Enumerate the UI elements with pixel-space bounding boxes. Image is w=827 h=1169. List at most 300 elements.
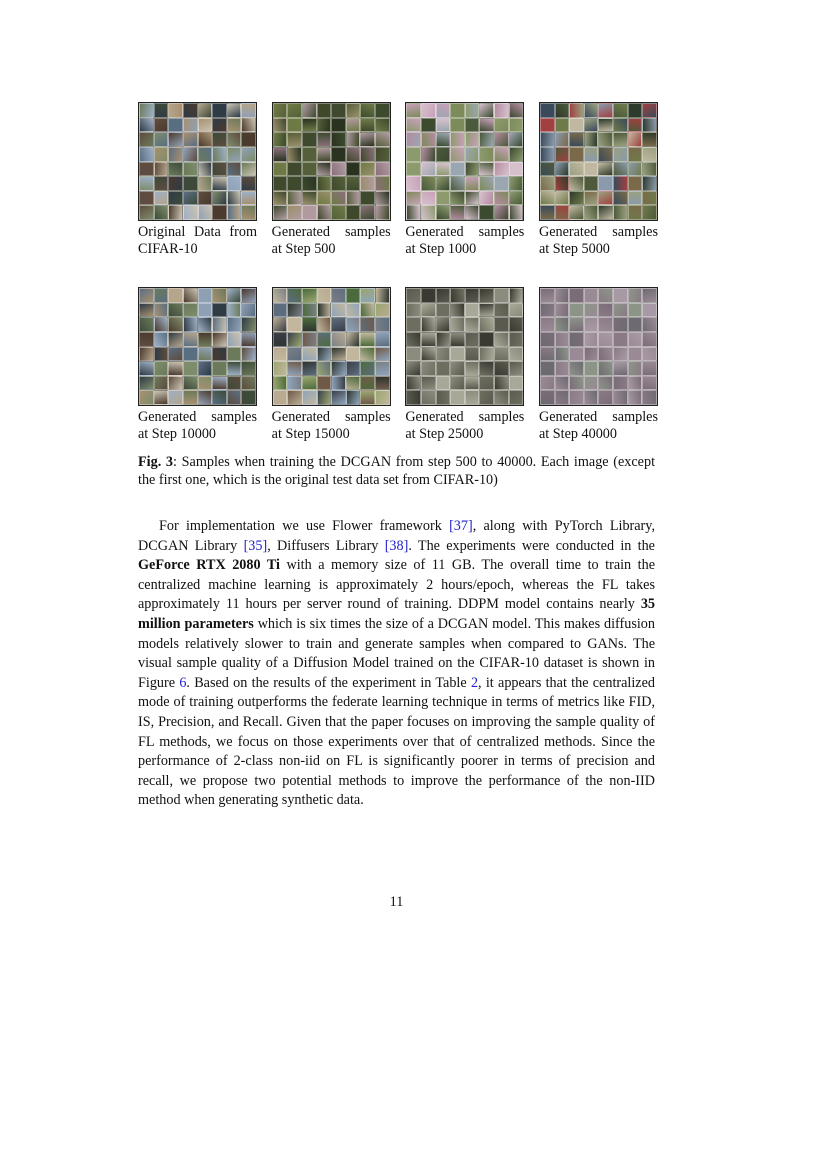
thumbnail-tile (139, 118, 154, 133)
thumbnail-tile (421, 176, 436, 191)
thumbnail-tile (584, 132, 599, 147)
thumbnail-tile (227, 147, 242, 162)
thumbnail-tile (183, 103, 198, 118)
thumbnail-tile (273, 162, 288, 177)
thumbnail-tile (198, 103, 213, 118)
thumbnail-tile (436, 332, 451, 347)
thumbnail-tile (331, 132, 346, 147)
thumbnail-tile (183, 176, 198, 191)
thumbnail-tile (212, 162, 227, 177)
thumbnail-tile (198, 347, 213, 362)
thumbnail-tile (198, 205, 213, 220)
thumbnail-tile (584, 118, 599, 133)
thumbnail-tile (540, 347, 555, 362)
thumbnail-tile (584, 347, 599, 362)
thumbnail-tile (212, 390, 227, 405)
figure-caption-text: : Samples when training the DCGAN from step 500 to 40000. Each image (except the first one, which is the original test data set from CIFAR-10) (138, 454, 656, 488)
thumbnail-tile (494, 317, 509, 332)
thumbnail-tile (139, 132, 154, 147)
thumbnail-tile (584, 147, 599, 162)
thumbnail-tile (613, 288, 628, 303)
thumbnail-tile (509, 361, 524, 376)
thumbnail-tile (479, 288, 494, 303)
thumbnail-tile (360, 390, 375, 405)
thumbnail-tile (346, 132, 361, 147)
thumbnail-tile (360, 303, 375, 318)
thumbnail-tile (598, 103, 613, 118)
thumbnail-tile (302, 205, 317, 220)
panel-caption-line2: CIFAR-10 (138, 241, 198, 257)
thumbnail-tile (360, 317, 375, 332)
thumbnail-tile (555, 191, 570, 206)
thumbnail-tile (241, 288, 256, 303)
thumbnail-tile (569, 288, 584, 303)
thumbnail-tile (154, 176, 169, 191)
thumbnail-tile (212, 176, 227, 191)
thumbnail-tile (584, 205, 599, 220)
thumbnail-tile (241, 376, 256, 391)
thumbnail-tile (198, 132, 213, 147)
thumbnail-tile (183, 132, 198, 147)
thumbnail-tile (168, 176, 183, 191)
thumbnail-tile (421, 347, 436, 362)
thumbnail-tile (555, 288, 570, 303)
thumbnail-tile (436, 103, 451, 118)
thumbnail-tile (584, 317, 599, 332)
thumbnail-tile (509, 288, 524, 303)
thumbnail-tile (450, 132, 465, 147)
thumbnail-tile (628, 376, 643, 391)
thumbnail-tile (613, 191, 628, 206)
thumbnail-tile (287, 118, 302, 133)
figure-panel (138, 102, 257, 258)
thumbnail-tile (168, 191, 183, 206)
thumbnail-tile (450, 390, 465, 405)
bold-text: GeForce RTX 2080 Ti (138, 557, 280, 574)
thumbnail-tile (346, 176, 361, 191)
thumbnail-tile (628, 205, 643, 220)
thumbnail-tile (227, 118, 242, 133)
thumbnail-tile (198, 147, 213, 162)
thumbnail-tile (198, 162, 213, 177)
thumbnail-tile (494, 103, 509, 118)
thumbnail-tile (436, 347, 451, 362)
thumbnail-tile (154, 390, 169, 405)
thumbnail-tile (628, 118, 643, 133)
thumbnail-tile (346, 361, 361, 376)
thumbnail-tile (227, 103, 242, 118)
thumbnail-tile (212, 147, 227, 162)
thumbnail-tile (183, 390, 198, 405)
thumbnail-tile (154, 347, 169, 362)
thumbnail-tile (406, 288, 421, 303)
thumbnail-tile (584, 303, 599, 318)
thumbnail-tile (540, 176, 555, 191)
thumbnail-tile (450, 288, 465, 303)
thumbnail-tile (555, 376, 570, 391)
thumbnail-tile (421, 332, 436, 347)
thumbnail-tile (555, 361, 570, 376)
thumbnail-tile (555, 205, 570, 220)
thumbnail-tile (273, 118, 288, 133)
thumbnail-tile (421, 118, 436, 133)
thumbnail-tile (375, 332, 390, 347)
thumbnail-tile (450, 376, 465, 391)
thumbnail-tile (317, 376, 332, 391)
thumbnail-tile (406, 147, 421, 162)
thumbnail-tile (642, 347, 657, 362)
citation-link[interactable]: [35] (243, 537, 268, 554)
thumbnail-tile (494, 205, 509, 220)
panel-caption-line1: Generated samples (138, 409, 257, 425)
thumbnail-tile (360, 147, 375, 162)
thumbnail-tile (375, 376, 390, 391)
thumbnail-tile (598, 162, 613, 177)
thumbnail-tile (273, 191, 288, 206)
thumbnail-tile (540, 191, 555, 206)
citation-link[interactable]: [37] (449, 518, 473, 534)
panel-caption (539, 409, 658, 443)
thumbnail-tile (183, 361, 198, 376)
thumbnail-tile (509, 390, 524, 405)
thumbnail-tile (154, 361, 169, 376)
thumbnail-tile (555, 176, 570, 191)
thumbnail-tile (628, 162, 643, 177)
sample-image-grid (405, 102, 524, 221)
thumbnail-tile (421, 361, 436, 376)
thumbnail-tile (139, 288, 154, 303)
thumbnail-tile (598, 347, 613, 362)
thumbnail-tile (198, 303, 213, 318)
thumbnail-tile (273, 288, 288, 303)
thumbnail-tile (183, 347, 198, 362)
thumbnail-tile (375, 132, 390, 147)
thumbnail-tile (375, 191, 390, 206)
thumbnail-tile (168, 347, 183, 362)
thumbnail-tile (569, 317, 584, 332)
thumbnail-tile (450, 118, 465, 133)
thumbnail-tile (569, 390, 584, 405)
thumbnail-tile (540, 361, 555, 376)
thumbnail-tile (494, 132, 509, 147)
thumbnail-tile (241, 132, 256, 147)
thumbnail-tile (154, 118, 169, 133)
thumbnail-tile (569, 205, 584, 220)
thumbnail-tile (273, 376, 288, 391)
thumbnail-tile (198, 317, 213, 332)
thumbnail-tile (375, 390, 390, 405)
thumbnail-tile (183, 317, 198, 332)
thumbnail-tile (302, 103, 317, 118)
thumbnail-tile (287, 132, 302, 147)
thumbnail-tile (628, 191, 643, 206)
thumbnail-tile (598, 132, 613, 147)
panel-caption-line1: Generated samples (405, 224, 525, 240)
thumbnail-tile (540, 376, 555, 391)
thumbnail-tile (494, 191, 509, 206)
thumbnail-tile (406, 376, 421, 391)
thumbnail-tile (642, 317, 657, 332)
thumbnail-tile (168, 303, 183, 318)
panel-caption (272, 409, 391, 443)
thumbnail-tile (494, 118, 509, 133)
figure-label: Fig. 3 (138, 454, 174, 470)
thumbnail-tile (360, 118, 375, 133)
thumbnail-tile (183, 191, 198, 206)
sample-image-grid (539, 287, 658, 406)
thumbnail-tile (273, 390, 288, 405)
thumbnail-tile (450, 205, 465, 220)
thumbnail-tile (569, 176, 584, 191)
thumbnail-tile (375, 288, 390, 303)
sample-image-grid (405, 287, 524, 406)
thumbnail-tile (317, 191, 332, 206)
thumbnail-tile (198, 118, 213, 133)
thumbnail-tile (360, 332, 375, 347)
thumbnail-tile (479, 303, 494, 318)
thumbnail-tile (168, 162, 183, 177)
thumbnail-tile (555, 147, 570, 162)
thumbnail-tile (613, 332, 628, 347)
thumbnail-tile (421, 132, 436, 147)
thumbnail-tile (494, 361, 509, 376)
thumbnail-tile (360, 361, 375, 376)
thumbnail-tile (183, 288, 198, 303)
thumbnail-tile (509, 103, 524, 118)
thumbnail-tile (465, 162, 480, 177)
thumbnail-tile (331, 162, 346, 177)
thumbnail-tile (331, 376, 346, 391)
thumbnail-tile (509, 376, 524, 391)
thumbnail-tile (540, 288, 555, 303)
thumbnail-tile (555, 162, 570, 177)
thumbnail-tile (421, 376, 436, 391)
thumbnail-tile (613, 103, 628, 118)
thumbnail-tile (375, 118, 390, 133)
thumbnail-tile (360, 288, 375, 303)
thumbnail-tile (241, 361, 256, 376)
thumbnail-tile (168, 147, 183, 162)
thumbnail-tile (406, 118, 421, 133)
thumbnail-tile (406, 103, 421, 118)
thumbnail-tile (494, 332, 509, 347)
thumbnail-tile (139, 147, 154, 162)
thumbnail-tile (241, 303, 256, 318)
table-reference-link[interactable]: 2 (470, 674, 479, 691)
thumbnail-tile (139, 191, 154, 206)
thumbnail-tile (628, 132, 643, 147)
thumbnail-tile (168, 317, 183, 332)
thumbnail-tile (227, 288, 242, 303)
thumbnail-tile (494, 176, 509, 191)
figure-panel (539, 102, 658, 258)
thumbnail-tile (317, 176, 332, 191)
thumbnail-tile (642, 332, 657, 347)
thumbnail-tile (584, 390, 599, 405)
thumbnail-tile (154, 303, 169, 318)
thumbnail-tile (154, 132, 169, 147)
thumbnail-tile (421, 288, 436, 303)
thumbnail-tile (436, 176, 451, 191)
thumbnail-tile (642, 176, 657, 191)
thumbnail-tile (540, 205, 555, 220)
thumbnail-tile (317, 332, 332, 347)
thumbnail-tile (509, 317, 524, 332)
thumbnail-tile (613, 147, 628, 162)
thumbnail-tile (212, 103, 227, 118)
thumbnail-tile (273, 132, 288, 147)
thumbnail-tile (302, 118, 317, 133)
thumbnail-tile (227, 317, 242, 332)
thumbnail-tile (406, 162, 421, 177)
thumbnail-tile (540, 317, 555, 332)
figure-row-2 (138, 287, 658, 443)
thumbnail-tile (509, 176, 524, 191)
thumbnail-tile (198, 332, 213, 347)
thumbnail-tile (555, 132, 570, 147)
thumbnail-tile (273, 303, 288, 318)
thumbnail-tile (584, 162, 599, 177)
thumbnail-tile (642, 288, 657, 303)
thumbnail-tile (436, 288, 451, 303)
thumbnail-tile (613, 132, 628, 147)
thumbnail-tile (479, 332, 494, 347)
thumbnail-tile (465, 332, 480, 347)
thumbnail-tile (212, 376, 227, 391)
thumbnail-tile (139, 317, 154, 332)
thumbnail-tile (642, 103, 657, 118)
body-paragraph (138, 517, 655, 811)
thumbnail-tile (183, 376, 198, 391)
thumbnail-tile (628, 288, 643, 303)
thumbnail-tile (168, 390, 183, 405)
thumbnail-tile (479, 176, 494, 191)
thumbnail-tile (139, 376, 154, 391)
panel-caption (405, 224, 524, 258)
sample-image-grid (272, 287, 391, 406)
figure-panel (405, 102, 524, 258)
thumbnail-tile (406, 205, 421, 220)
thumbnail-tile (227, 205, 242, 220)
thumbnail-tile (212, 347, 227, 362)
thumbnail-tile (613, 176, 628, 191)
thumbnail-tile (569, 162, 584, 177)
panel-caption-line1: Generated samples (405, 409, 525, 425)
thumbnail-tile (613, 303, 628, 318)
thumbnail-tile (331, 347, 346, 362)
thumbnail-tile (584, 376, 599, 391)
thumbnail-tile (569, 332, 584, 347)
thumbnail-tile (465, 132, 480, 147)
thumbnail-tile (479, 103, 494, 118)
thumbnail-tile (154, 317, 169, 332)
thumbnail-tile (302, 390, 317, 405)
thumbnail-tile (302, 176, 317, 191)
sample-image-grid (272, 102, 391, 221)
thumbnail-tile (346, 147, 361, 162)
thumbnail-tile (212, 288, 227, 303)
thumbnail-tile (569, 147, 584, 162)
thumbnail-tile (465, 103, 480, 118)
thumbnail-tile (628, 176, 643, 191)
thumbnail-tile (317, 347, 332, 362)
thumbnail-tile (406, 191, 421, 206)
thumbnail-tile (628, 390, 643, 405)
thumbnail-tile (241, 347, 256, 362)
thumbnail-tile (436, 317, 451, 332)
thumbnail-tile (287, 376, 302, 391)
panel-caption-line2: at Step 1000 (405, 241, 477, 257)
thumbnail-tile (346, 191, 361, 206)
thumbnail-tile (436, 205, 451, 220)
thumbnail-tile (494, 147, 509, 162)
thumbnail-tile (287, 332, 302, 347)
thumbnail-tile (555, 103, 570, 118)
thumbnail-tile (421, 390, 436, 405)
thumbnail-tile (168, 376, 183, 391)
thumbnail-tile (450, 303, 465, 318)
thumbnail-tile (450, 317, 465, 332)
thumbnail-tile (139, 347, 154, 362)
text-run: , Diffusers Library (267, 537, 385, 554)
thumbnail-tile (465, 317, 480, 332)
thumbnail-tile (436, 303, 451, 318)
thumbnail-tile (302, 347, 317, 362)
thumbnail-tile (168, 332, 183, 347)
thumbnail-tile (479, 376, 494, 391)
thumbnail-tile (465, 118, 480, 133)
thumbnail-tile (450, 103, 465, 118)
figure-panel (138, 287, 257, 443)
thumbnail-tile (212, 191, 227, 206)
thumbnail-tile (154, 147, 169, 162)
thumbnail-tile (183, 303, 198, 318)
thumbnail-tile (139, 390, 154, 405)
thumbnail-tile (198, 376, 213, 391)
thumbnail-tile (302, 317, 317, 332)
sample-image-grid (138, 102, 257, 221)
thumbnail-tile (302, 376, 317, 391)
thumbnail-tile (436, 118, 451, 133)
thumbnail-tile (154, 191, 169, 206)
citation-link[interactable]: [38] (384, 537, 409, 554)
thumbnail-tile (139, 162, 154, 177)
figure-panel (272, 287, 391, 443)
thumbnail-tile (494, 390, 509, 405)
thumbnail-tile (317, 390, 332, 405)
thumbnail-tile (287, 303, 302, 318)
thumbnail-tile (346, 103, 361, 118)
thumbnail-tile (212, 303, 227, 318)
thumbnail-tile (479, 118, 494, 133)
thumbnail-tile (212, 332, 227, 347)
thumbnail-tile (584, 176, 599, 191)
figure-reference-link[interactable]: 6 (179, 674, 187, 691)
thumbnail-tile (584, 288, 599, 303)
panel-caption-line2: at Step 15000 (271, 426, 350, 442)
sample-image-grid (138, 287, 257, 406)
text-run: . Based on the results of the experiment in Table (186, 674, 471, 691)
thumbnail-tile (450, 176, 465, 191)
thumbnail-tile (198, 390, 213, 405)
thumbnail-tile (509, 191, 524, 206)
thumbnail-tile (494, 288, 509, 303)
thumbnail-tile (331, 317, 346, 332)
thumbnail-tile (406, 390, 421, 405)
thumbnail-tile (540, 118, 555, 133)
thumbnail-tile (375, 176, 390, 191)
panel-caption (138, 224, 257, 258)
